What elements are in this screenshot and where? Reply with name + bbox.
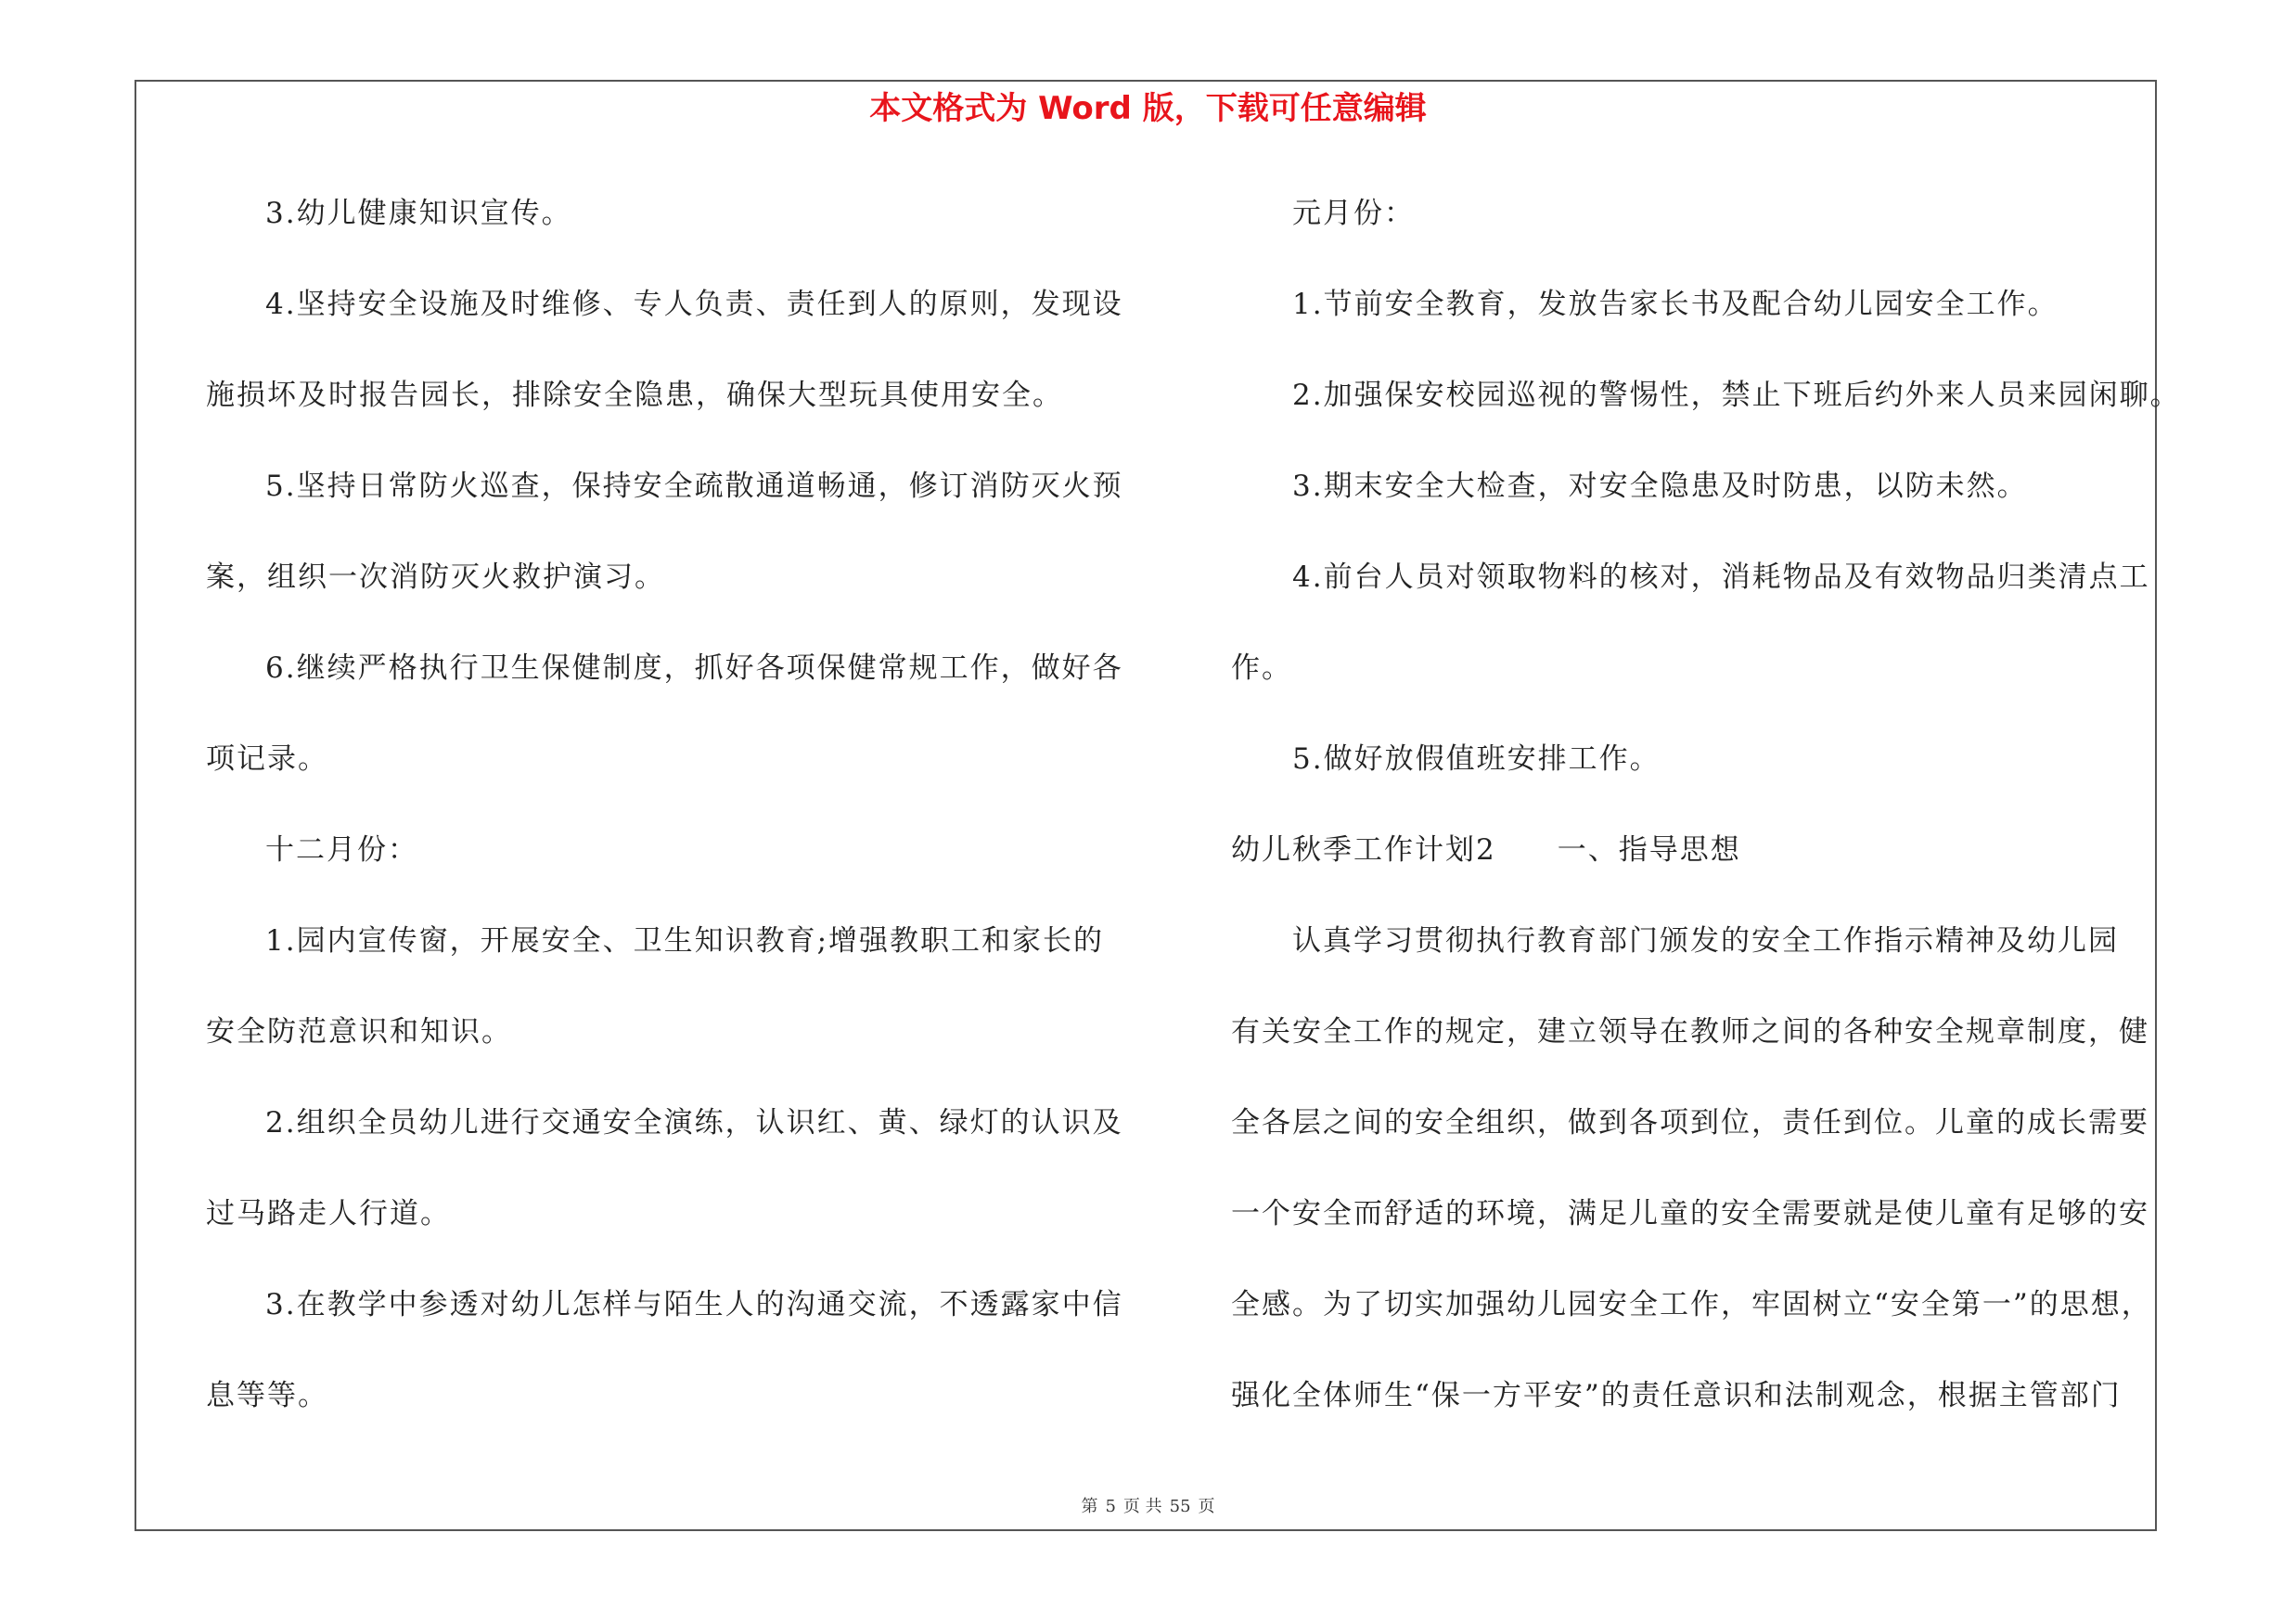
left-line-7: 项记录。 — [206, 742, 328, 776]
left-line-8: 十二月份： — [265, 833, 418, 867]
footer-total-pages: 55 — [1169, 1497, 1191, 1516]
left-line-11: 2.组织全员幼儿进行交通安全演练，认识红、黄、绿灯的认识及 — [265, 1106, 1123, 1140]
left-line-10: 安全防范意识和知识。 — [206, 1015, 512, 1049]
right-line-4: 3.期末安全大检查，对安全隐患及时防患，以防未然。 — [1292, 470, 2028, 503]
right-line-1: 元月份： — [1292, 197, 1415, 230]
right-line-12: 一个安全而舒适的环境，满足儿童的安全需要就是使儿童有足够的安 — [1231, 1197, 2149, 1230]
footer-prefix: 第 — [1081, 1497, 1098, 1516]
right-line-6: 作。 — [1231, 651, 1292, 685]
right-line-10: 有关安全工作的规定，建立领导在教师之间的各种安全规章制度，健 — [1231, 1015, 2149, 1049]
right-line-13: 全感。为了切实加强幼儿园安全工作，牢固树立“安全第一”的思想， — [1231, 1288, 2152, 1321]
left-line-2: 4.坚持安全设施及时维修、专人负责、责任到人的原则，发现设 — [265, 288, 1123, 321]
left-line-5: 案，组织一次消防灭火救护演习。 — [206, 560, 665, 594]
format-banner: 本文格式为 Word 版，下载可任意编辑 — [869, 90, 1427, 127]
right-line-7: 5.做好放假值班安排工作。 — [1292, 742, 1661, 776]
left-line-3: 施损坏及时报告园长，排除安全隐患，确保大型玩具使用安全。 — [206, 379, 1063, 412]
right-line-9: 认真学习贯彻执行教育部门颁发的安全工作指示精神及幼儿园 — [1292, 924, 2119, 958]
left-line-9: 1.园内宣传窗，开展安全、卫生知识教育;增强教职工和家长的 — [265, 924, 1105, 958]
right-line-11: 全各层之间的安全组织，做到各项到位，责任到位。儿童的成长需要 — [1231, 1106, 2149, 1140]
footer-page-number: 5 — [1105, 1497, 1116, 1516]
right-line-14: 强化全体师生“保一方平安”的责任意识和法制观念，根据主管部门 — [1231, 1379, 2122, 1412]
right-section-heading: 幼儿秋季工作计划2 一、指导思想 — [1231, 833, 1741, 867]
left-line-12: 过马路走人行道。 — [206, 1197, 451, 1230]
footer-mid: 页 共 — [1122, 1497, 1162, 1516]
page-number-footer — [0, 1496, 2296, 1518]
left-line-6: 6.继续严格执行卫生保健制度，抓好各项保健常规工作，做好各 — [265, 651, 1123, 685]
left-line-1: 3.幼儿健康知识宣传。 — [265, 197, 572, 230]
left-line-4: 5.坚持日常防火巡查，保持安全疏散通道畅通，修订消防灭火预 — [265, 470, 1123, 503]
right-line-2: 1.节前安全教育，发放告家长书及配合幼儿园安全工作。 — [1292, 288, 2059, 321]
left-line-14: 息等等。 — [206, 1379, 328, 1412]
right-line-5: 4.前台人员对领取物料的核对，消耗物品及有效物品归类清点工 — [1292, 560, 2150, 594]
footer-suffix: 页 — [1198, 1497, 1215, 1516]
right-line-3: 2.加强保安校园巡视的警惕性，禁止下班后约外来人员来园闲聊。 — [1292, 379, 2181, 412]
left-line-13: 3.在教学中参透对幼儿怎样与陌生人的沟通交流，不透露家中信 — [265, 1288, 1123, 1321]
